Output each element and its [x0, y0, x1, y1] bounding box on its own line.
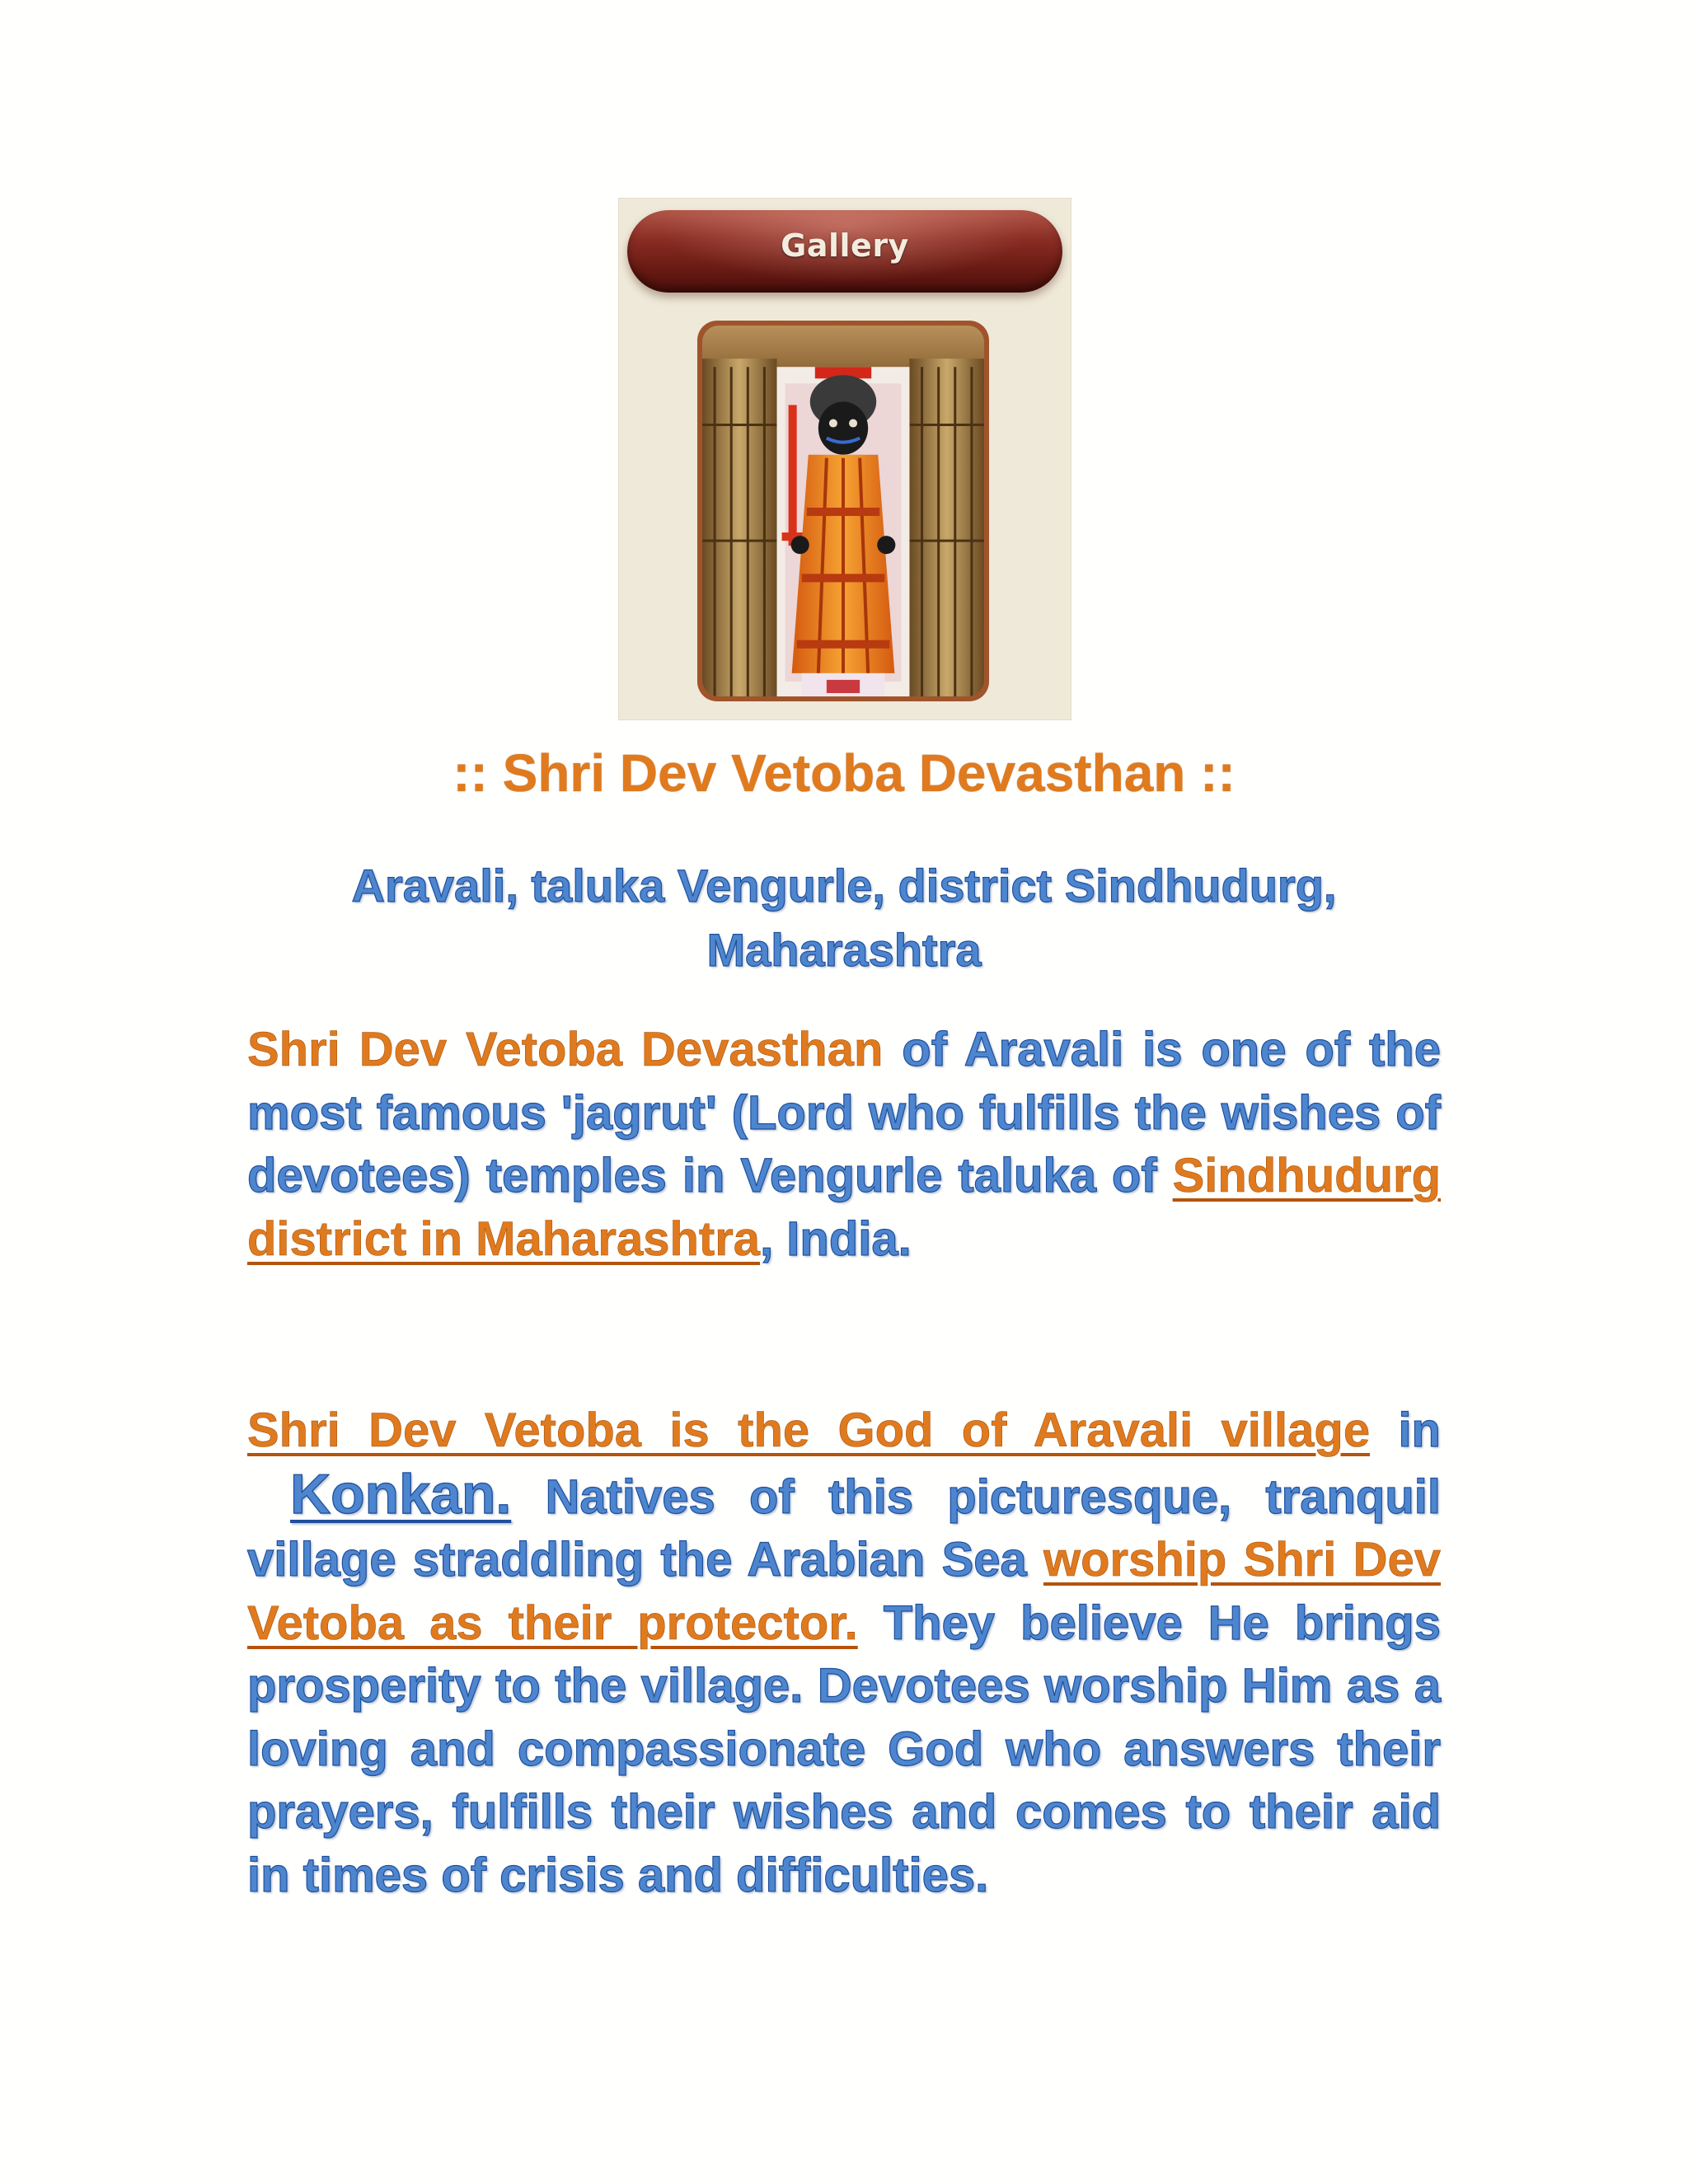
- intro-text-b: , India.: [760, 1212, 912, 1266]
- text-in: in: [1370, 1404, 1441, 1457]
- description-text-a: Natives of this picturesque, tranquil village straddling the Arabian Sea: [247, 1469, 1441, 1586]
- konkan-link[interactable]: Konkan.: [290, 1462, 512, 1526]
- location-subtitle: [247, 854, 1441, 982]
- district-link[interactable]: Sindhudurg district in Maharashtra: [247, 1149, 1441, 1266]
- deity-photo[interactable]: [702, 326, 984, 696]
- gallery-title: Gallery: [781, 227, 909, 264]
- gallery-panel: [618, 198, 1071, 720]
- intro-text-a: of Aravali is one of the most famous 'jagrut' (Lord who fulfills the wishes of devotees) temples in Vengurle taluka of: [247, 1023, 1441, 1202]
- god-of-aravali-link[interactable]: Shri Dev Vetoba is the God of Aravali village: [247, 1404, 1371, 1457]
- location-subtitle-line2: Maharashtra: [706, 924, 982, 976]
- description-text-b: They believe He brings prosperity to the village. Devotees worship Him as a loving and compassionate God who answers their prayers, fulfills their wishes and comes to their aid in times of crisis and difficulties.: [247, 1596, 1441, 1902]
- page-title: :: Shri Dev Vetoba Devasthan ::: [452, 743, 1236, 803]
- gallery-header-bar[interactable]: [627, 210, 1062, 293]
- deity-photo-frame: [697, 321, 989, 701]
- intro-paragraph: [247, 1019, 1441, 1271]
- temple-name: Shri Dev Vetoba Devasthan: [247, 1023, 884, 1076]
- description-paragraph: [247, 1399, 1441, 1907]
- protector-link[interactable]: worship Shri Dev Vetoba as their protector.: [247, 1533, 1441, 1650]
- location-subtitle-line1: Aravali, taluka Vengurle, district Sindhudurg,: [351, 860, 1337, 912]
